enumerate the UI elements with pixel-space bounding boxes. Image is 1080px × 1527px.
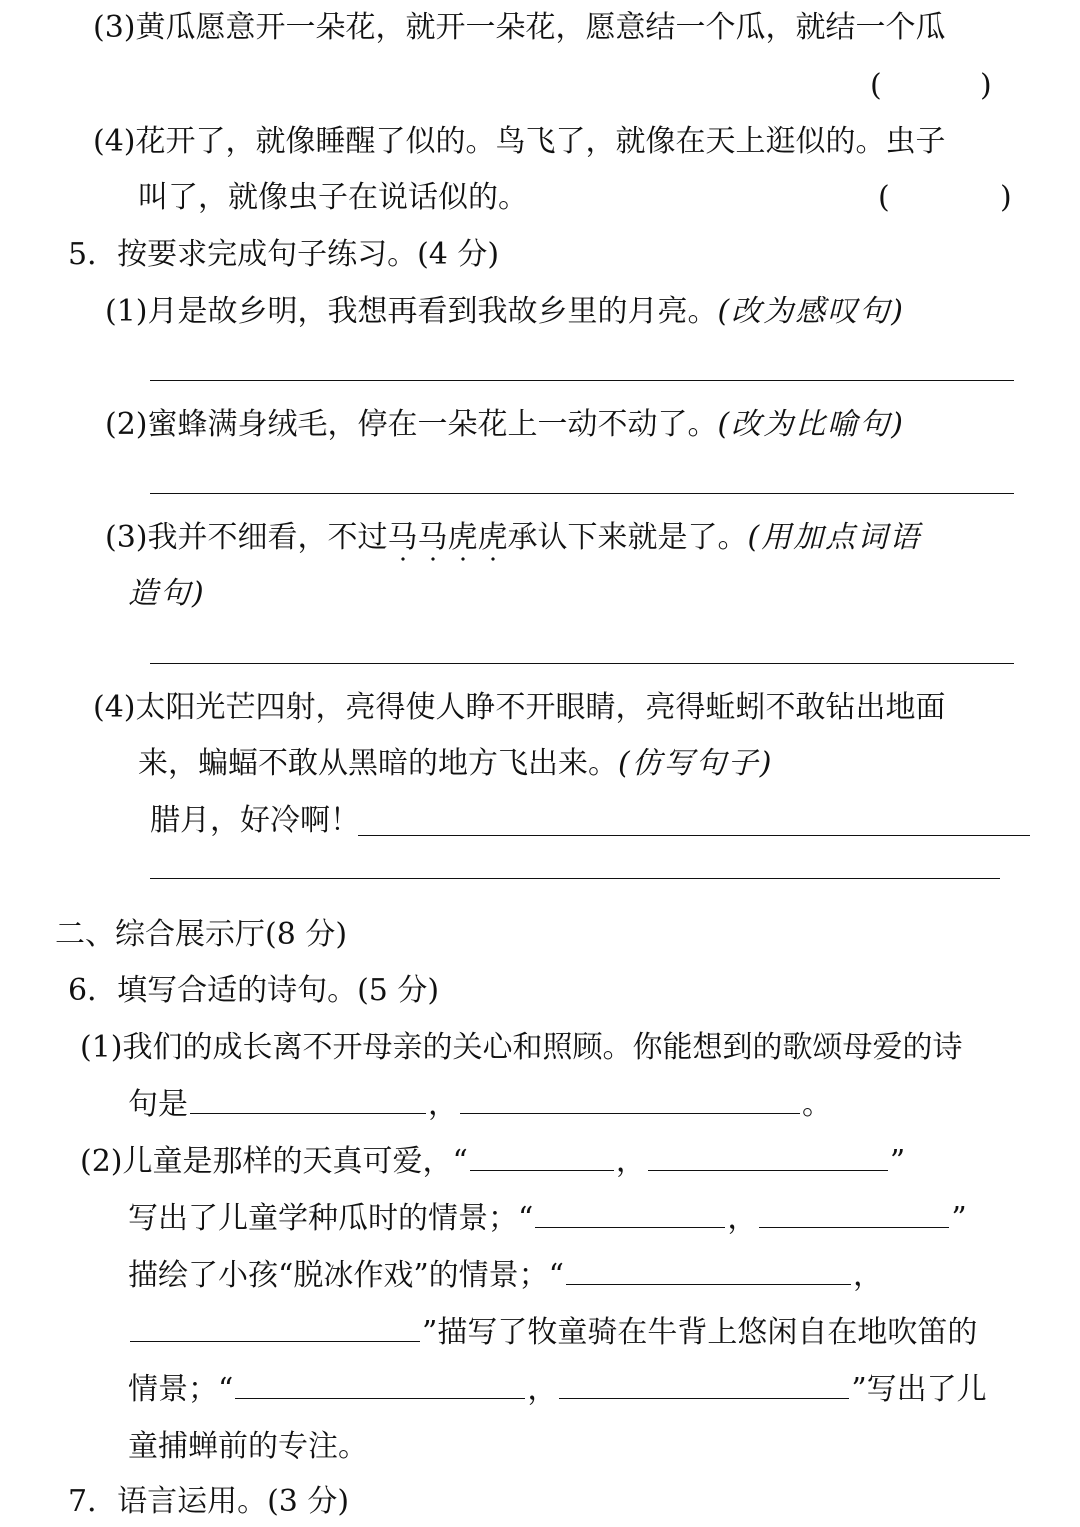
q6-item-1-blank-1[interactable] [190,1085,426,1114]
q6-item-2-blank-8[interactable] [559,1370,849,1399]
q5-item-1 [105,292,905,332]
q5-title: 5．按要求完成句子练习。(4 分) [68,237,500,272]
q6-item-2-line-6: 童捕蝉前的专注。 [128,1429,368,1464]
q6-item-2-line-3 [128,1256,883,1296]
q6-item-2-line-2-text: 写出了儿童学种瓜时的情景；“ [128,1201,534,1236]
q6-item-2-comma-1: ， [615,1144,646,1179]
q5-item-3-instruction: (用加点词语 [747,520,922,555]
q6-item-2 [80,1142,905,1182]
q6-item-1-cont [128,1085,832,1125]
section-2-title: 二、综合展示厅(8 分) [55,917,348,952]
q6-item-2-line-2 [128,1199,967,1239]
q4-sentence-4: (4)花开了，就像睡醒了似的。鸟飞了，就像在天上逛似的。虫子 [93,124,946,159]
q6-item-2-line-5-end: ”写出了儿 [851,1372,987,1407]
q6-item-2-comma-3: ， [853,1258,884,1293]
q6-item-2-blank-2[interactable] [648,1142,888,1171]
q6-item-2-line-3-text: 描绘了小孩“脱冰作戏”的情景；“ [128,1258,565,1293]
q4-answer-paren-close-3: ) [980,68,992,103]
q6-item-2-blank-7[interactable] [235,1370,525,1399]
q5-item-2-answer-line[interactable] [150,493,1014,494]
q6-item-2-line-4 [128,1313,977,1353]
q5-item-4: (4)太阳光芒四射，亮得使人睁不开眼睛，亮得蚯蚓不敢钻出地面 [93,690,946,725]
q6-item-1: (1)我们的成长离不开母亲的关心和照顾。你能想到的歌颂母爱的诗 [80,1030,963,1065]
q6-title: 6．填写合适的诗句。(5 分) [68,973,440,1008]
q5-item-4-cont [138,744,773,784]
q6-item-2-blank-6[interactable] [130,1313,420,1342]
q6-item-2-lead: (2)儿童是那样的天真可爱，“ [80,1144,468,1179]
q6-item-2-blank-4[interactable] [759,1199,949,1228]
q5-item-2-instruction: (改为比喻句) [717,407,905,442]
q4-sentence-3: (3)黄瓜愿意开一朵花，就开一朵花，愿意结一个瓜，就结一个瓜 [93,10,946,45]
q6-item-2-close-quote-1: ” [889,1144,906,1179]
q6-item-2-line-5 [128,1370,987,1410]
q6-item-2-comma-2: ， [727,1201,758,1236]
q6-item-2-close-quote-2: ” [951,1201,967,1236]
q4-answer-paren-close-4: ) [1000,180,1012,215]
q5-item-2 [105,405,905,445]
q6-item-2-line-4-text: ”描写了牧童骑在牛背上悠闲自在地吹笛的 [422,1315,978,1350]
q6-item-2-blank-5[interactable] [566,1256,851,1285]
q7-title: 7．语言运用。(3 分) [68,1484,350,1519]
q5-item-2-text: (2)蜜蜂满身绒毛，停在一朵花上一动不动了。 [105,407,718,442]
q5-item-3-answer-line[interactable] [150,663,1014,664]
q6-item-2-blank-1[interactable] [470,1142,614,1171]
q6-item-1-lead: 句是 [128,1087,188,1122]
q4-sentence-4-cont: 叫了，就像虫子在说话似的。 [138,180,528,215]
q5-item-4-answer-line-1[interactable] [358,835,1030,836]
q5-item-3-instruction-cont: 造句) [128,576,206,611]
q5-item-3-dotted-words: 马马虎虎 [388,520,508,563]
q5-item-1-instruction: (改为感叹句) [717,294,905,329]
q4-answer-paren-open-4: ( [878,180,890,215]
q5-item-4-instruction: (仿写句子) [618,746,774,781]
q5-item-4-answer-line-2[interactable] [150,878,1000,879]
q5-item-1-answer-line[interactable] [150,380,1014,381]
q6-item-2-comma-4: ， [527,1372,558,1407]
q5-item-3-text-before: (3)我并不细看，不过 [105,520,388,555]
q5-item-3-text-after: 承认下来就是了。 [507,520,748,555]
q6-item-1-blank-2[interactable] [460,1085,800,1114]
q6-item-1-end: 。 [802,1087,832,1122]
q6-item-2-blank-3[interactable] [535,1199,725,1228]
q6-item-1-comma: ， [428,1087,458,1122]
q4-answer-paren-open-3: ( [870,68,882,103]
q5-item-3 [105,518,921,558]
q5-item-4-text: 来，蝙蝠不敢从黑暗的地方飞出来。 [138,746,618,781]
q5-item-4-prompt: 腊月，好冷啊！ [150,803,360,838]
q6-item-2-line-5-text: 情景；“ [128,1372,234,1407]
q5-item-1-text: (1)月是故乡明，我想再看到我故乡里的月亮。 [105,294,718,329]
